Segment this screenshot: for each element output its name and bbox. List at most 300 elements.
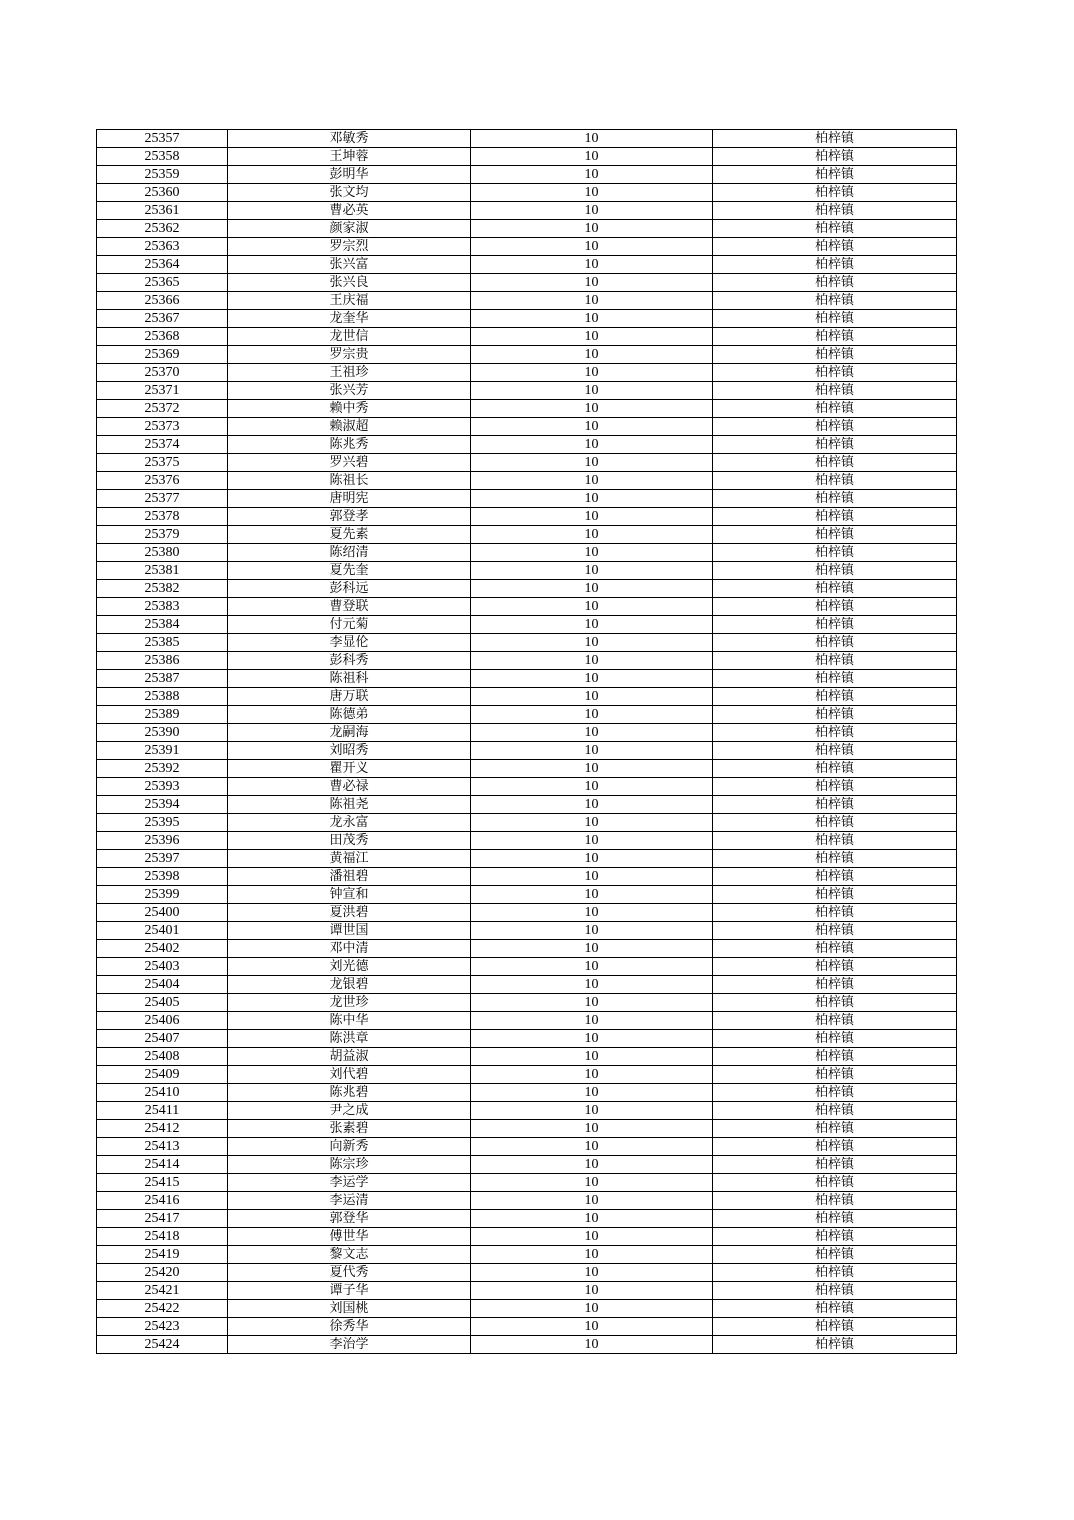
row-town-cell: 柏梓镇 xyxy=(713,688,957,706)
row-name-cell: 刘光德 xyxy=(228,958,471,976)
row-id-cell: 25413 xyxy=(97,1138,228,1156)
row-name-cell: 谭世国 xyxy=(228,922,471,940)
row-value-cell: 10 xyxy=(471,1030,713,1048)
row-id-cell: 25385 xyxy=(97,634,228,652)
row-value-cell: 10 xyxy=(471,1264,713,1282)
table-row xyxy=(97,454,957,472)
row-id-cell: 25416 xyxy=(97,1192,228,1210)
row-name-cell: 陈宗珍 xyxy=(228,1156,471,1174)
row-value-cell: 10 xyxy=(471,1102,713,1120)
row-id-cell: 25390 xyxy=(97,724,228,742)
row-town-cell: 柏梓镇 xyxy=(713,256,957,274)
row-name-cell: 潘祖碧 xyxy=(228,868,471,886)
row-id-cell: 25395 xyxy=(97,814,228,832)
row-name-cell: 张兴芳 xyxy=(228,382,471,400)
row-name-cell: 彭明华 xyxy=(228,166,471,184)
row-id-cell: 25392 xyxy=(97,760,228,778)
row-value-cell: 10 xyxy=(471,1318,713,1336)
row-town-cell: 柏梓镇 xyxy=(713,1192,957,1210)
row-name-cell: 刘昭秀 xyxy=(228,742,471,760)
row-value-cell: 10 xyxy=(471,634,713,652)
row-value-cell: 10 xyxy=(471,1282,713,1300)
row-name-cell: 唐万联 xyxy=(228,688,471,706)
row-id-cell: 25397 xyxy=(97,850,228,868)
table-row xyxy=(97,724,957,742)
row-id-cell: 25362 xyxy=(97,220,228,238)
row-id-cell: 25379 xyxy=(97,526,228,544)
row-town-cell: 柏梓镇 xyxy=(713,184,957,202)
row-name-cell: 王庆福 xyxy=(228,292,471,310)
row-name-cell: 陈祖尧 xyxy=(228,796,471,814)
table-row xyxy=(97,994,957,1012)
row-name-cell: 郭登华 xyxy=(228,1210,471,1228)
row-id-cell: 25372 xyxy=(97,400,228,418)
row-value-cell: 10 xyxy=(471,256,713,274)
row-value-cell: 10 xyxy=(471,868,713,886)
row-id-cell: 25383 xyxy=(97,598,228,616)
table-row xyxy=(97,310,957,328)
row-town-cell: 柏梓镇 xyxy=(713,796,957,814)
row-id-cell: 25384 xyxy=(97,616,228,634)
row-value-cell: 10 xyxy=(471,670,713,688)
row-town-cell: 柏梓镇 xyxy=(713,742,957,760)
row-value-cell: 10 xyxy=(471,1066,713,1084)
row-id-cell: 25405 xyxy=(97,994,228,1012)
row-id-cell: 25374 xyxy=(97,436,228,454)
row-town-cell: 柏梓镇 xyxy=(713,544,957,562)
row-town-cell: 柏梓镇 xyxy=(713,148,957,166)
row-name-cell: 彭科远 xyxy=(228,580,471,598)
row-id-cell: 25424 xyxy=(97,1336,228,1354)
row-town-cell: 柏梓镇 xyxy=(713,940,957,958)
row-value-cell: 10 xyxy=(471,1246,713,1264)
row-value-cell: 10 xyxy=(471,958,713,976)
row-town-cell: 柏梓镇 xyxy=(713,886,957,904)
table-row xyxy=(97,1048,957,1066)
row-name-cell: 龙银碧 xyxy=(228,976,471,994)
table-row xyxy=(97,760,957,778)
row-name-cell: 张文均 xyxy=(228,184,471,202)
row-value-cell: 10 xyxy=(471,562,713,580)
table-row xyxy=(97,472,957,490)
table-row xyxy=(97,958,957,976)
table-row xyxy=(97,886,957,904)
row-town-cell: 柏梓镇 xyxy=(713,202,957,220)
row-name-cell: 陈绍清 xyxy=(228,544,471,562)
row-id-cell: 25377 xyxy=(97,490,228,508)
row-value-cell: 10 xyxy=(471,1120,713,1138)
row-town-cell: 柏梓镇 xyxy=(713,1066,957,1084)
row-id-cell: 25387 xyxy=(97,670,228,688)
row-town-cell: 柏梓镇 xyxy=(713,994,957,1012)
row-value-cell: 10 xyxy=(471,346,713,364)
row-town-cell: 柏梓镇 xyxy=(713,328,957,346)
row-town-cell: 柏梓镇 xyxy=(713,670,957,688)
row-town-cell: 柏梓镇 xyxy=(713,706,957,724)
row-value-cell: 10 xyxy=(471,922,713,940)
row-value-cell: 10 xyxy=(471,904,713,922)
row-id-cell: 25406 xyxy=(97,1012,228,1030)
row-name-cell: 黄福江 xyxy=(228,850,471,868)
row-id-cell: 25389 xyxy=(97,706,228,724)
row-id-cell: 25415 xyxy=(97,1174,228,1192)
table-row xyxy=(97,1120,957,1138)
row-value-cell: 10 xyxy=(471,976,713,994)
row-town-cell: 柏梓镇 xyxy=(713,220,957,238)
row-name-cell: 谭子华 xyxy=(228,1282,471,1300)
row-name-cell: 龙世珍 xyxy=(228,994,471,1012)
row-value-cell: 10 xyxy=(471,940,713,958)
row-id-cell: 25422 xyxy=(97,1300,228,1318)
table-row xyxy=(97,706,957,724)
row-town-cell: 柏梓镇 xyxy=(713,490,957,508)
row-town-cell: 柏梓镇 xyxy=(713,634,957,652)
row-id-cell: 25358 xyxy=(97,148,228,166)
row-name-cell: 龙永富 xyxy=(228,814,471,832)
row-value-cell: 10 xyxy=(471,1228,713,1246)
row-town-cell: 柏梓镇 xyxy=(713,616,957,634)
row-value-cell: 10 xyxy=(471,328,713,346)
row-name-cell: 张兴良 xyxy=(228,274,471,292)
row-id-cell: 25418 xyxy=(97,1228,228,1246)
table-row xyxy=(97,274,957,292)
row-id-cell: 25376 xyxy=(97,472,228,490)
table-row xyxy=(97,940,957,958)
row-value-cell: 10 xyxy=(471,274,713,292)
row-value-cell: 10 xyxy=(471,688,713,706)
row-id-cell: 25365 xyxy=(97,274,228,292)
row-town-cell: 柏梓镇 xyxy=(713,904,957,922)
row-id-cell: 25409 xyxy=(97,1066,228,1084)
row-id-cell: 25380 xyxy=(97,544,228,562)
row-value-cell: 10 xyxy=(471,364,713,382)
row-name-cell: 徐秀华 xyxy=(228,1318,471,1336)
row-town-cell: 柏梓镇 xyxy=(713,346,957,364)
row-name-cell: 李运清 xyxy=(228,1192,471,1210)
row-town-cell: 柏梓镇 xyxy=(713,1336,957,1354)
row-value-cell: 10 xyxy=(471,148,713,166)
table-row xyxy=(97,616,957,634)
row-name-cell: 陈兆碧 xyxy=(228,1084,471,1102)
table-row xyxy=(97,814,957,832)
row-id-cell: 25360 xyxy=(97,184,228,202)
row-name-cell: 颜家淑 xyxy=(228,220,471,238)
row-id-cell: 25386 xyxy=(97,652,228,670)
row-name-cell: 向新秀 xyxy=(228,1138,471,1156)
row-name-cell: 傅世华 xyxy=(228,1228,471,1246)
row-town-cell: 柏梓镇 xyxy=(713,778,957,796)
row-id-cell: 25417 xyxy=(97,1210,228,1228)
row-name-cell: 罗宗贵 xyxy=(228,346,471,364)
table-row xyxy=(97,148,957,166)
row-value-cell: 10 xyxy=(471,382,713,400)
row-town-cell: 柏梓镇 xyxy=(713,832,957,850)
row-value-cell: 10 xyxy=(471,994,713,1012)
table-row xyxy=(97,292,957,310)
row-name-cell: 付元菊 xyxy=(228,616,471,634)
table-row xyxy=(97,346,957,364)
row-value-cell: 10 xyxy=(471,436,713,454)
row-town-cell: 柏梓镇 xyxy=(713,958,957,976)
row-town-cell: 柏梓镇 xyxy=(713,1228,957,1246)
row-town-cell: 柏梓镇 xyxy=(713,1102,957,1120)
row-id-cell: 25408 xyxy=(97,1048,228,1066)
table-row xyxy=(97,1066,957,1084)
row-value-cell: 10 xyxy=(471,310,713,328)
row-town-cell: 柏梓镇 xyxy=(713,1264,957,1282)
row-id-cell: 25419 xyxy=(97,1246,228,1264)
table-body xyxy=(97,130,957,1354)
row-town-cell: 柏梓镇 xyxy=(713,724,957,742)
data-table xyxy=(96,129,957,1354)
table-row xyxy=(97,400,957,418)
table-row xyxy=(97,652,957,670)
table-row xyxy=(97,1102,957,1120)
table-row xyxy=(97,382,957,400)
row-id-cell: 25370 xyxy=(97,364,228,382)
table-row xyxy=(97,418,957,436)
table-row xyxy=(97,850,957,868)
row-name-cell: 曹必英 xyxy=(228,202,471,220)
row-name-cell: 李治学 xyxy=(228,1336,471,1354)
row-id-cell: 25394 xyxy=(97,796,228,814)
row-town-cell: 柏梓镇 xyxy=(713,1120,957,1138)
row-town-cell: 柏梓镇 xyxy=(713,364,957,382)
row-town-cell: 柏梓镇 xyxy=(713,1174,957,1192)
row-name-cell: 龙奎华 xyxy=(228,310,471,328)
row-value-cell: 10 xyxy=(471,616,713,634)
row-value-cell: 10 xyxy=(471,598,713,616)
table-row xyxy=(97,490,957,508)
table-row xyxy=(97,904,957,922)
row-name-cell: 唐明宪 xyxy=(228,490,471,508)
row-town-cell: 柏梓镇 xyxy=(713,1138,957,1156)
row-name-cell: 李运学 xyxy=(228,1174,471,1192)
row-name-cell: 李显伦 xyxy=(228,634,471,652)
row-town-cell: 柏梓镇 xyxy=(713,1246,957,1264)
row-name-cell: 龙嗣海 xyxy=(228,724,471,742)
row-name-cell: 刘国桃 xyxy=(228,1300,471,1318)
row-id-cell: 25373 xyxy=(97,418,228,436)
row-id-cell: 25388 xyxy=(97,688,228,706)
row-name-cell: 尹之成 xyxy=(228,1102,471,1120)
table-row xyxy=(97,670,957,688)
row-value-cell: 10 xyxy=(471,778,713,796)
row-id-cell: 25382 xyxy=(97,580,228,598)
table-row xyxy=(97,1192,957,1210)
row-id-cell: 25381 xyxy=(97,562,228,580)
row-town-cell: 柏梓镇 xyxy=(713,580,957,598)
table-row xyxy=(97,220,957,238)
row-town-cell: 柏梓镇 xyxy=(713,454,957,472)
row-value-cell: 10 xyxy=(471,850,713,868)
row-name-cell: 黎文志 xyxy=(228,1246,471,1264)
row-value-cell: 10 xyxy=(471,760,713,778)
table-row xyxy=(97,1156,957,1174)
row-value-cell: 10 xyxy=(471,454,713,472)
table-row xyxy=(97,868,957,886)
row-id-cell: 25369 xyxy=(97,346,228,364)
table-row xyxy=(97,1300,957,1318)
row-name-cell: 陈祖科 xyxy=(228,670,471,688)
row-id-cell: 25364 xyxy=(97,256,228,274)
row-value-cell: 10 xyxy=(471,742,713,760)
row-id-cell: 25363 xyxy=(97,238,228,256)
row-value-cell: 10 xyxy=(471,1156,713,1174)
row-town-cell: 柏梓镇 xyxy=(713,508,957,526)
table-row xyxy=(97,742,957,760)
row-town-cell: 柏梓镇 xyxy=(713,130,957,148)
row-town-cell: 柏梓镇 xyxy=(713,472,957,490)
table-row xyxy=(97,976,957,994)
row-name-cell: 张兴富 xyxy=(228,256,471,274)
row-town-cell: 柏梓镇 xyxy=(713,1156,957,1174)
row-value-cell: 10 xyxy=(471,1084,713,1102)
row-name-cell: 龙世信 xyxy=(228,328,471,346)
row-id-cell: 25400 xyxy=(97,904,228,922)
row-id-cell: 25357 xyxy=(97,130,228,148)
row-id-cell: 25420 xyxy=(97,1264,228,1282)
row-value-cell: 10 xyxy=(471,292,713,310)
row-town-cell: 柏梓镇 xyxy=(713,166,957,184)
table-row xyxy=(97,526,957,544)
row-value-cell: 10 xyxy=(471,1138,713,1156)
row-town-cell: 柏梓镇 xyxy=(713,1084,957,1102)
table-row xyxy=(97,436,957,454)
row-town-cell: 柏梓镇 xyxy=(713,274,957,292)
row-name-cell: 瞿开义 xyxy=(228,760,471,778)
row-id-cell: 25421 xyxy=(97,1282,228,1300)
row-value-cell: 10 xyxy=(471,202,713,220)
row-value-cell: 10 xyxy=(471,652,713,670)
row-id-cell: 25375 xyxy=(97,454,228,472)
table-row xyxy=(97,202,957,220)
table-row xyxy=(97,688,957,706)
row-value-cell: 10 xyxy=(471,472,713,490)
row-town-cell: 柏梓镇 xyxy=(713,400,957,418)
row-value-cell: 10 xyxy=(471,796,713,814)
table-row xyxy=(97,1030,957,1048)
table-row xyxy=(97,1246,957,1264)
row-id-cell: 25399 xyxy=(97,886,228,904)
table-row xyxy=(97,1138,957,1156)
row-id-cell: 25411 xyxy=(97,1102,228,1120)
table-row xyxy=(97,778,957,796)
table-row xyxy=(97,508,957,526)
row-name-cell: 陈祖长 xyxy=(228,472,471,490)
row-name-cell: 郭登孝 xyxy=(228,508,471,526)
row-town-cell: 柏梓镇 xyxy=(713,436,957,454)
row-town-cell: 柏梓镇 xyxy=(713,1300,957,1318)
row-id-cell: 25410 xyxy=(97,1084,228,1102)
row-name-cell: 田茂秀 xyxy=(228,832,471,850)
row-value-cell: 10 xyxy=(471,508,713,526)
row-name-cell: 曹必禄 xyxy=(228,778,471,796)
row-value-cell: 10 xyxy=(471,1300,713,1318)
row-id-cell: 25391 xyxy=(97,742,228,760)
row-name-cell: 罗宗烈 xyxy=(228,238,471,256)
row-id-cell: 25371 xyxy=(97,382,228,400)
row-value-cell: 10 xyxy=(471,544,713,562)
row-name-cell: 邓敏秀 xyxy=(228,130,471,148)
row-name-cell: 曹登联 xyxy=(228,598,471,616)
table-row xyxy=(97,1264,957,1282)
table-row xyxy=(97,634,957,652)
row-name-cell: 王坤蓉 xyxy=(228,148,471,166)
row-town-cell: 柏梓镇 xyxy=(713,760,957,778)
table-row xyxy=(97,1318,957,1336)
table-row xyxy=(97,922,957,940)
row-town-cell: 柏梓镇 xyxy=(713,850,957,868)
row-town-cell: 柏梓镇 xyxy=(713,1030,957,1048)
row-value-cell: 10 xyxy=(471,130,713,148)
row-town-cell: 柏梓镇 xyxy=(713,310,957,328)
row-town-cell: 柏梓镇 xyxy=(713,292,957,310)
row-name-cell: 夏先奎 xyxy=(228,562,471,580)
row-value-cell: 10 xyxy=(471,238,713,256)
row-value-cell: 10 xyxy=(471,526,713,544)
table-row xyxy=(97,238,957,256)
row-id-cell: 25368 xyxy=(97,328,228,346)
row-name-cell: 罗兴碧 xyxy=(228,454,471,472)
row-value-cell: 10 xyxy=(471,220,713,238)
row-id-cell: 25407 xyxy=(97,1030,228,1048)
row-town-cell: 柏梓镇 xyxy=(713,1210,957,1228)
row-town-cell: 柏梓镇 xyxy=(713,1318,957,1336)
table-row xyxy=(97,1084,957,1102)
row-id-cell: 25393 xyxy=(97,778,228,796)
row-id-cell: 25359 xyxy=(97,166,228,184)
row-id-cell: 25423 xyxy=(97,1318,228,1336)
row-town-cell: 柏梓镇 xyxy=(713,922,957,940)
row-name-cell: 夏洪碧 xyxy=(228,904,471,922)
row-town-cell: 柏梓镇 xyxy=(713,562,957,580)
table-row xyxy=(97,1012,957,1030)
row-town-cell: 柏梓镇 xyxy=(713,238,957,256)
row-value-cell: 10 xyxy=(471,1336,713,1354)
row-value-cell: 10 xyxy=(471,706,713,724)
row-name-cell: 赖淑超 xyxy=(228,418,471,436)
row-id-cell: 25398 xyxy=(97,868,228,886)
row-name-cell: 彭科秀 xyxy=(228,652,471,670)
row-value-cell: 10 xyxy=(471,886,713,904)
row-town-cell: 柏梓镇 xyxy=(713,526,957,544)
row-value-cell: 10 xyxy=(471,724,713,742)
row-value-cell: 10 xyxy=(471,418,713,436)
row-value-cell: 10 xyxy=(471,400,713,418)
table-row xyxy=(97,1282,957,1300)
table-row xyxy=(97,562,957,580)
row-id-cell: 25367 xyxy=(97,310,228,328)
row-name-cell: 王祖珍 xyxy=(228,364,471,382)
row-value-cell: 10 xyxy=(471,490,713,508)
row-id-cell: 25404 xyxy=(97,976,228,994)
table-row xyxy=(97,580,957,598)
row-value-cell: 10 xyxy=(471,832,713,850)
table-row xyxy=(97,256,957,274)
row-name-cell: 陈德弟 xyxy=(228,706,471,724)
row-value-cell: 10 xyxy=(471,1174,713,1192)
row-id-cell: 25401 xyxy=(97,922,228,940)
table-row xyxy=(97,1336,957,1354)
row-value-cell: 10 xyxy=(471,1192,713,1210)
table-row xyxy=(97,598,957,616)
row-id-cell: 25403 xyxy=(97,958,228,976)
row-town-cell: 柏梓镇 xyxy=(713,814,957,832)
row-town-cell: 柏梓镇 xyxy=(713,382,957,400)
row-value-cell: 10 xyxy=(471,166,713,184)
table-row xyxy=(97,832,957,850)
